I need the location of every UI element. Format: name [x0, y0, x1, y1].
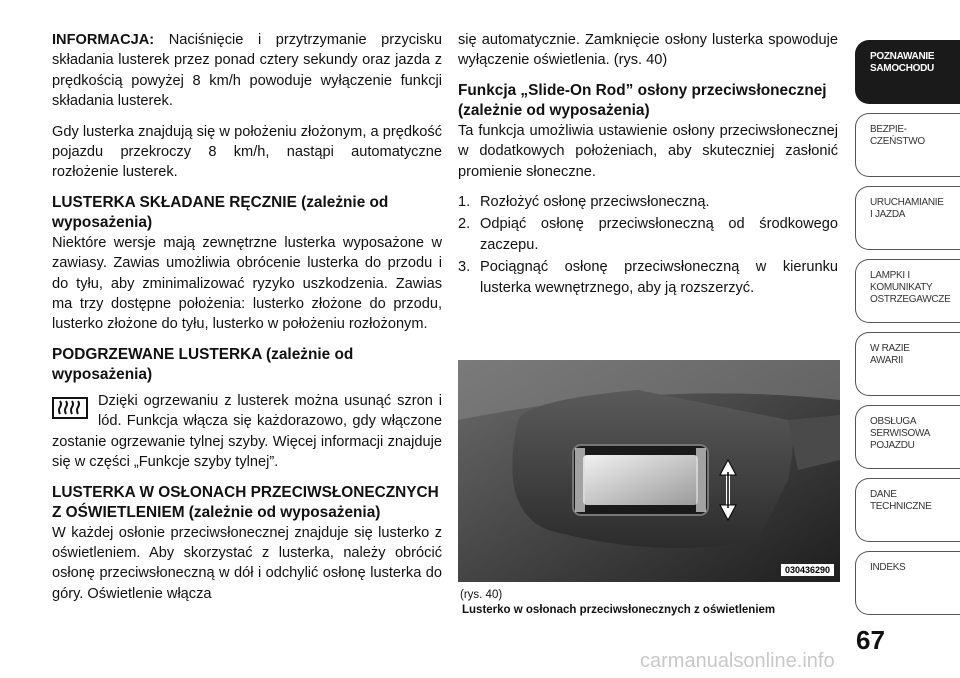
tab-uruchamianie-i-jazda[interactable]: URUCHAMIANIE I JAZDA — [855, 186, 960, 250]
heading-heated-mirrors: PODGRZEWANE LUSTERKA (zależnie od wyposażenia) — [52, 345, 354, 383]
paragraph-manual-folding: Niektóre wersje mają zewnętrzne lusterka wyposażone w zawiasy. Zawias umożliwia obrócenie lusterka do przodu i do tyłu, aby zminimalizować ryzyko uszkodzenia. Zawias ma trzy dostępne położenia: lusterko złożone do przodu, lusterko złożone do tyłu, lusterko w położeniu rozłożonym. — [52, 234, 442, 333]
watermark: carmanualsonline.info — [640, 650, 835, 672]
tab-w-razie-awarii[interactable]: W RAZIE AWARII — [855, 332, 960, 396]
rear-defrost-icon — [52, 395, 88, 421]
heated-mirrors-text: Dzięki ogrzewaniu z lusterek można usunąć szron i lód. Funkcja włącza się każdorazowo, gdy włączone zostanie ogrzewanie tylnej szyby. Więcej informacji znajduje się w części „Funkcje szyby tylnej”. — [52, 392, 442, 471]
paragraph-auto-unfold: Gdy lusterka znajdują się w położeniu złożonym, a prędkość pojazdu przekroczy 8 km/h, nastąpi automatyczne rozłożenie lusterek. — [52, 123, 442, 181]
tab-dane-techniczne[interactable]: DANE TECHNICZNE — [855, 478, 960, 542]
info-text: Naciśnięcie i przytrzymanie przycisku składania lusterek przez ponad cztery sekundy oraz jazda z prędkością powyżej 8 km/h powoduje wyłączenie funkcji składania lusterek. — [52, 32, 442, 110]
paragraph-light-off: się automatycznie. Zamknięcie osłony lusterka spowoduje wyłączenie oświetlenia. (rys. 40) — [458, 32, 838, 69]
step-item: 1. Rozłożyć osłonę przeciwsłoneczną. — [458, 194, 710, 211]
step-item: 3. Pociągnąć osłonę przeciwsłoneczną w kierunku lusterka wewnętrznego, aby ją rozszerzyć. — [458, 259, 838, 296]
heading-manual-folding: LUSTERKA SKŁADANE RĘCZNIE (zależnie od wyposażenia) — [52, 193, 389, 231]
paragraph-slide-on-rod: Ta funkcja umożliwia ustawienie osłony przeciwsłonecznej w dodatkowych położeniach, aby skuteczniej zasłonić promienie słoneczne. — [458, 122, 838, 180]
section-tabs — [855, 40, 960, 624]
figure-code: 030436290 — [781, 564, 834, 576]
tab-indeks[interactable]: INDEKS — [855, 551, 960, 615]
left-column — [52, 30, 442, 614]
info-note — [52, 30, 442, 112]
sun-visor-illustration — [458, 360, 840, 582]
paragraph-heated-mirrors — [52, 391, 442, 473]
figure-sun-visor-mirror — [458, 360, 840, 582]
heading-slide-on-rod: Funkcja „Slide-On Rod” osłony przeciwsłonecznej (zależnie od wyposażenia) — [458, 81, 827, 119]
figure-caption — [460, 588, 840, 618]
tab-lampki-i-komunikaty[interactable]: LAMPKI I KOMUNIKATY OSTRZEGAWCZE — [855, 259, 960, 323]
steps-list — [458, 192, 838, 298]
heading-vanity-mirrors: LUSTERKA W OSŁONACH PRZECIWSŁONECZNYCH Z OŚWIETLENIEM (zależnie od wyposażenia) — [52, 483, 439, 521]
step-item: 2. Odpiąć osłonę przeciwsłoneczną od środkowego zaczepu. — [458, 216, 838, 253]
page-number: 67 — [856, 625, 885, 655]
paragraph-vanity-mirrors: W każdej osłonie przeciwsłonecznej znajduje się lusterko z oświetleniem. Aby skorzystać z lusterka, należy obrócić osłonę przeciwsłoneczną w dół i odchylić osłonę lusterka do góry. Oświetlenie włącza — [52, 524, 442, 602]
tab-poznawanie-samochodu[interactable]: POZNAWANIE SAMOCHODU — [855, 40, 960, 104]
tab-obsluga-serwisowa[interactable]: OBSŁUGA SERWISOWA POJAZDU — [855, 405, 960, 469]
figure-ref: (rys. 40) — [460, 589, 503, 601]
info-lead: INFORMACJA: — [52, 32, 155, 48]
tab-bezpieczenstwo[interactable]: BEZPIE- CZEŃSTWO — [855, 113, 960, 177]
right-column — [458, 30, 838, 300]
figure-caption-title: Lusterko w osłonach przeciwsłonecznych z oświetleniem — [462, 604, 776, 616]
